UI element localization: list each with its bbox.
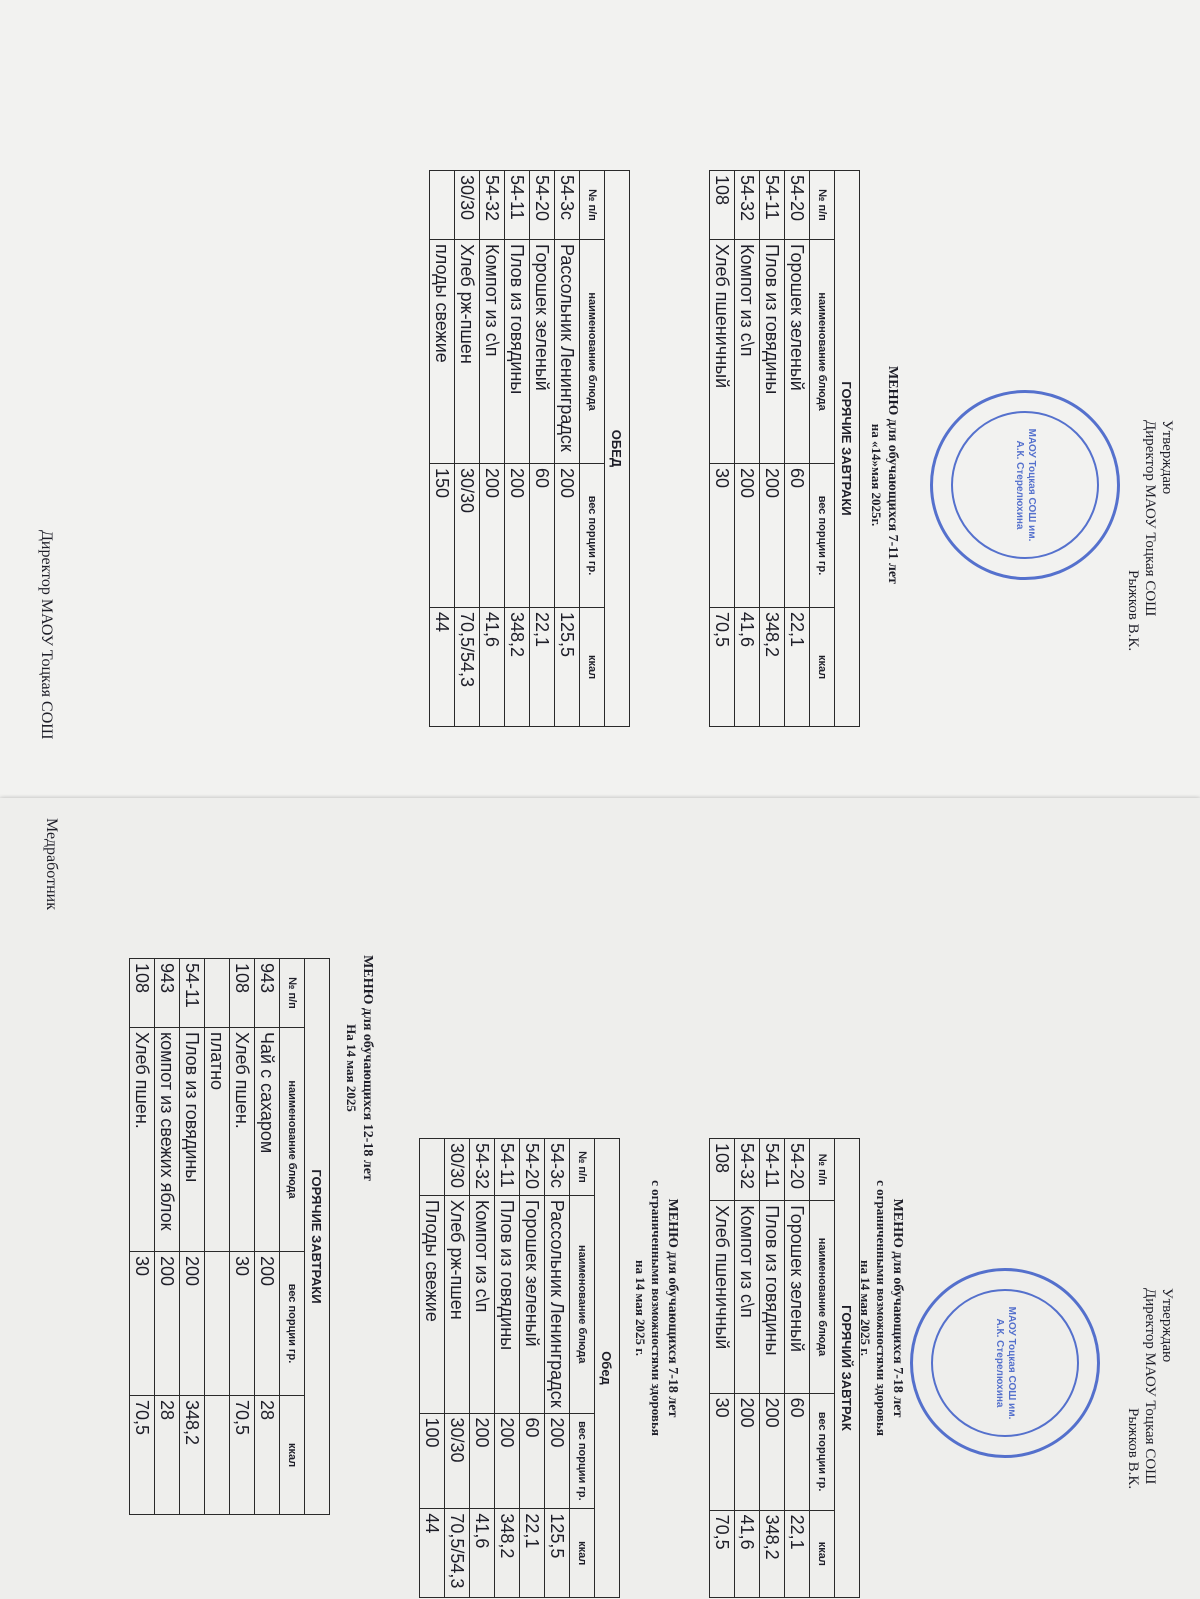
table-cell: 54-11	[760, 171, 785, 240]
section-title: ГОРЯЧИЕ ЗАВТРАКИ	[835, 171, 860, 727]
table-cell: компот из свежих яблок	[155, 1028, 180, 1252]
table-cell: 22,1	[520, 1509, 545, 1598]
table-cell: 22,1	[785, 1510, 810, 1597]
table-cell: 348,2	[495, 1509, 520, 1598]
table-cell: 200	[555, 464, 580, 608]
table-cell: Горошек зеленый	[520, 1195, 545, 1413]
column-header: № п/п	[570, 1139, 595, 1196]
column-header: вес порции гр.	[280, 1252, 305, 1396]
approval-block-2	[1124, 1288, 1175, 1588]
table-row	[530, 171, 555, 727]
medic-signature-line: Медработник	[43, 818, 60, 910]
table-cell: Компот из с\п	[470, 1195, 495, 1413]
table-cell: Рассольник Ленинградск	[545, 1195, 570, 1413]
table-cell: 54-3с	[555, 171, 580, 240]
stamp-text: МАОУ Тоцкая СОШ им. А.К. Стерелюхина	[1014, 428, 1037, 542]
table-cell: 54-32	[470, 1139, 495, 1196]
table-cell: 200	[505, 464, 530, 608]
title-text: МЕНЮ для обучающихся 7-11 лет	[885, 366, 900, 584]
table-row	[520, 1139, 545, 1598]
breakfast-table	[709, 170, 860, 727]
table-row	[480, 171, 505, 727]
table-cell: 200	[155, 1252, 180, 1396]
table-row	[430, 171, 455, 727]
table-cell: 200	[545, 1413, 570, 1509]
column-header: ккал	[580, 608, 605, 727]
approval-label: Утверждаю	[1159, 420, 1175, 495]
table-cell: Горошек зеленый	[785, 1201, 810, 1393]
column-header: № п/п	[280, 959, 305, 1028]
table-cell: 108	[130, 959, 155, 1028]
table-cell: 100	[420, 1413, 445, 1509]
table-cell: Плов из говядины	[180, 1028, 205, 1252]
approval-name-2: Рыжков В.К.	[1125, 1408, 1141, 1490]
table-cell: Горошек зеленый	[530, 240, 555, 464]
column-header: № п/п	[580, 171, 605, 240]
section-title: ГОРЯЧИЙ ЗАВТРАК	[835, 1139, 860, 1598]
table-cell: 54-11	[495, 1139, 520, 1196]
approval-position-2: Директор МАОУ Тоцкая СОШ	[1142, 1288, 1158, 1485]
table-cell: 54-32	[735, 171, 760, 240]
table-cell: 70,5/54,3	[455, 608, 480, 727]
official-seal-stamp-2	[910, 1268, 1100, 1458]
table-cell: 348,2	[180, 1396, 205, 1515]
table-cell: 22,1	[530, 608, 555, 727]
column-header: ккал	[810, 608, 835, 727]
title2-text: МЕНЮ для обучающихся 7-18 лет	[665, 1198, 680, 1418]
table-cell: Плов из говядины	[505, 240, 530, 464]
table-row	[735, 171, 760, 727]
official-seal-stamp	[930, 390, 1120, 580]
table-cell: 60	[785, 464, 810, 608]
column-header: наименование блюда	[570, 1195, 595, 1413]
table-row	[130, 959, 155, 1515]
table-row	[445, 1139, 470, 1598]
table-cell: 54-20	[530, 171, 555, 240]
table-row	[555, 171, 580, 727]
director-signature-line: Директор МАОУ Тоцкая СОШ	[38, 530, 55, 740]
table-cell: Плов из говядины	[760, 1201, 785, 1393]
title-ovz-breakfast	[857, 1098, 905, 1518]
approval-block	[1124, 420, 1175, 760]
table-row	[505, 171, 530, 727]
table-cell: 200	[760, 464, 785, 608]
table-cell: 125,5	[545, 1509, 570, 1598]
table-cell: платно	[205, 1028, 230, 1252]
table-cell: 200	[180, 1252, 205, 1396]
table-row	[420, 1139, 445, 1598]
senior-breakfast-table	[129, 958, 330, 1515]
column-header: № п/п	[810, 171, 835, 240]
table-row	[455, 171, 480, 727]
table-cell: Хлеб пшен.	[130, 1028, 155, 1252]
title1-text: МЕНЮ для обучающихся 7-18 лет	[890, 1198, 905, 1418]
table-cell: 108	[710, 171, 735, 240]
column-header: наименование блюда	[810, 1201, 835, 1393]
table-cell: 150	[430, 464, 455, 608]
table-row	[205, 959, 230, 1515]
column-header: вес порции гр.	[810, 464, 835, 608]
title-ovz-lunch	[632, 1098, 680, 1518]
table-cell	[205, 959, 230, 1028]
ovz-lunch-table	[419, 1138, 620, 1598]
table-row	[495, 1139, 520, 1598]
table-cell: 41,6	[735, 608, 760, 727]
title2-date: на 14 мая 2025 г.	[633, 1260, 648, 1356]
table-cell: 54-32	[735, 1139, 760, 1201]
column-header: вес порции гр.	[580, 464, 605, 608]
table-cell: 348,2	[505, 608, 530, 727]
table-cell: 108	[710, 1139, 735, 1201]
table-cell: 60	[520, 1413, 545, 1509]
table-cell	[205, 1252, 230, 1396]
table-cell: 54-11	[505, 171, 530, 240]
column-header: вес порции гр.	[810, 1393, 835, 1510]
table-cell: Плов из говядины	[760, 240, 785, 464]
table-cell: 28	[255, 1396, 280, 1515]
table-cell: Хлеб рж-пшен	[445, 1195, 470, 1413]
table-cell: 41,6	[470, 1509, 495, 1598]
table-row	[230, 959, 255, 1515]
column-header: ккал	[810, 1510, 835, 1597]
table-row	[710, 1139, 735, 1598]
table-cell: 70,5	[130, 1396, 155, 1515]
table-cell: Чай с сахаром	[255, 1028, 280, 1252]
table-row	[180, 959, 205, 1515]
table-cell: Компот из с\п	[735, 1201, 760, 1393]
table-cell: 54-32	[480, 171, 505, 240]
table-cell	[420, 1139, 445, 1196]
table-row	[155, 959, 180, 1515]
table-cell: 125,5	[555, 608, 580, 727]
lunch-table	[429, 170, 630, 727]
approval-label-2: Утверждаю	[1159, 1288, 1175, 1363]
table-cell: 200	[735, 464, 760, 608]
table-cell: Хлеб пшеничный	[710, 240, 735, 464]
table-cell	[430, 171, 455, 240]
table-row	[760, 1139, 785, 1598]
table-cell: 30	[710, 464, 735, 608]
table-cell: 200	[255, 1252, 280, 1396]
section-title: ОБЕД	[605, 171, 630, 727]
table-row	[785, 1139, 810, 1598]
section-title: Обед	[595, 1139, 620, 1598]
table-cell: 28	[155, 1396, 180, 1515]
table-cell: 54-20	[785, 1139, 810, 1201]
table-cell: плоды свежие	[430, 240, 455, 464]
table-cell: 30/30	[445, 1413, 470, 1509]
table-cell: 60	[530, 464, 555, 608]
table-cell: Рассольник Ленинградск	[555, 240, 580, 464]
table-cell: 200	[735, 1393, 760, 1510]
column-header: наименование блюда	[810, 240, 835, 464]
table-cell: 70,5	[710, 1510, 735, 1597]
table-row	[470, 1139, 495, 1598]
table-cell: Хлеб рж-пшен	[455, 240, 480, 464]
table-cell: 41,6	[735, 1510, 760, 1597]
table-cell: 41,6	[480, 608, 505, 727]
table-cell: 22,1	[785, 608, 810, 727]
table-cell: Компот из с\п	[480, 240, 505, 464]
title3-text: МЕНЮ для обучающихся 12-18 лет	[360, 955, 375, 1181]
table-cell: 30/30	[445, 1139, 470, 1196]
table-cell: 54-11	[760, 1139, 785, 1201]
column-header: наименование блюда	[580, 240, 605, 464]
approval-position: Директор МАОУ Тоцкая СОШ	[1142, 420, 1158, 617]
table-row	[760, 171, 785, 727]
title2-sub: с ограниченными возможностями здоровья	[649, 1180, 664, 1436]
table-cell: 54-11	[180, 959, 205, 1028]
table-cell: Плов из говядины	[495, 1195, 520, 1413]
table-cell: Хлеб пшеничный	[710, 1201, 735, 1393]
column-header: ккал	[280, 1396, 305, 1515]
ovz-breakfast-table	[709, 1138, 860, 1598]
table-cell: 44	[420, 1509, 445, 1598]
table-cell: 348,2	[760, 608, 785, 727]
table-cell: Плоды свежие	[420, 1195, 445, 1413]
title1-date: на 14 мая 2025 г.	[858, 1260, 873, 1356]
rotated-page-secondary	[0, 798, 1200, 1598]
table-cell: 30	[710, 1393, 735, 1510]
column-header: наименование блюда	[280, 1028, 305, 1252]
table-cell: 70,5/54,3	[445, 1509, 470, 1598]
title1-sub: с ограниченными возможностями здоровья	[874, 1180, 889, 1436]
menu-sheet-secondary	[0, 798, 1200, 1599]
table-cell: 70,5	[710, 608, 735, 727]
table-cell: 200	[470, 1413, 495, 1509]
table-cell: 30	[230, 1252, 255, 1396]
table-cell: 200	[760, 1393, 785, 1510]
table-cell	[205, 1396, 230, 1515]
table-cell: 348,2	[760, 1510, 785, 1597]
page-title	[868, 300, 900, 650]
approval-name: Рыжков В.К.	[1125, 570, 1141, 652]
table-cell: 44	[430, 608, 455, 727]
section-title: ГОРЯЧИЕ ЗАВТРАКИ	[305, 959, 330, 1515]
table-row	[255, 959, 280, 1515]
table-cell: Хлеб пшен.	[230, 1028, 255, 1252]
table-row	[735, 1139, 760, 1598]
table-cell: 943	[155, 959, 180, 1028]
table-cell: 70,5	[230, 1396, 255, 1515]
table-row	[710, 171, 735, 727]
column-header: № п/п	[810, 1139, 835, 1201]
table-cell: 943	[255, 959, 280, 1028]
table-cell: 200	[495, 1413, 520, 1509]
table-cell: Компот из с\п	[735, 240, 760, 464]
stamp-text-2: МАОУ Тоцкая СОШ им. А.К. Стерелюхина	[994, 1306, 1017, 1420]
table-cell: 30/30	[455, 464, 480, 608]
table-cell: 200	[480, 464, 505, 608]
table-cell: 54-20	[520, 1139, 545, 1196]
title-date: на «14»мая 2025г.	[869, 423, 884, 527]
table-cell: 30/30	[455, 171, 480, 240]
table-cell: 54-20	[785, 171, 810, 240]
table-cell: 54-3с	[545, 1139, 570, 1196]
column-header: ккал	[570, 1509, 595, 1598]
table-cell: 30	[130, 1252, 155, 1396]
column-header: вес порции гр.	[570, 1413, 595, 1509]
table-cell: 60	[785, 1393, 810, 1510]
table-row	[785, 171, 810, 727]
table-cell: 108	[230, 959, 255, 1028]
title3-date: На 14 мая 2025	[344, 1024, 359, 1112]
title-senior	[343, 858, 375, 1278]
table-cell: Горошек зеленый	[785, 240, 810, 464]
table-row	[545, 1139, 570, 1598]
